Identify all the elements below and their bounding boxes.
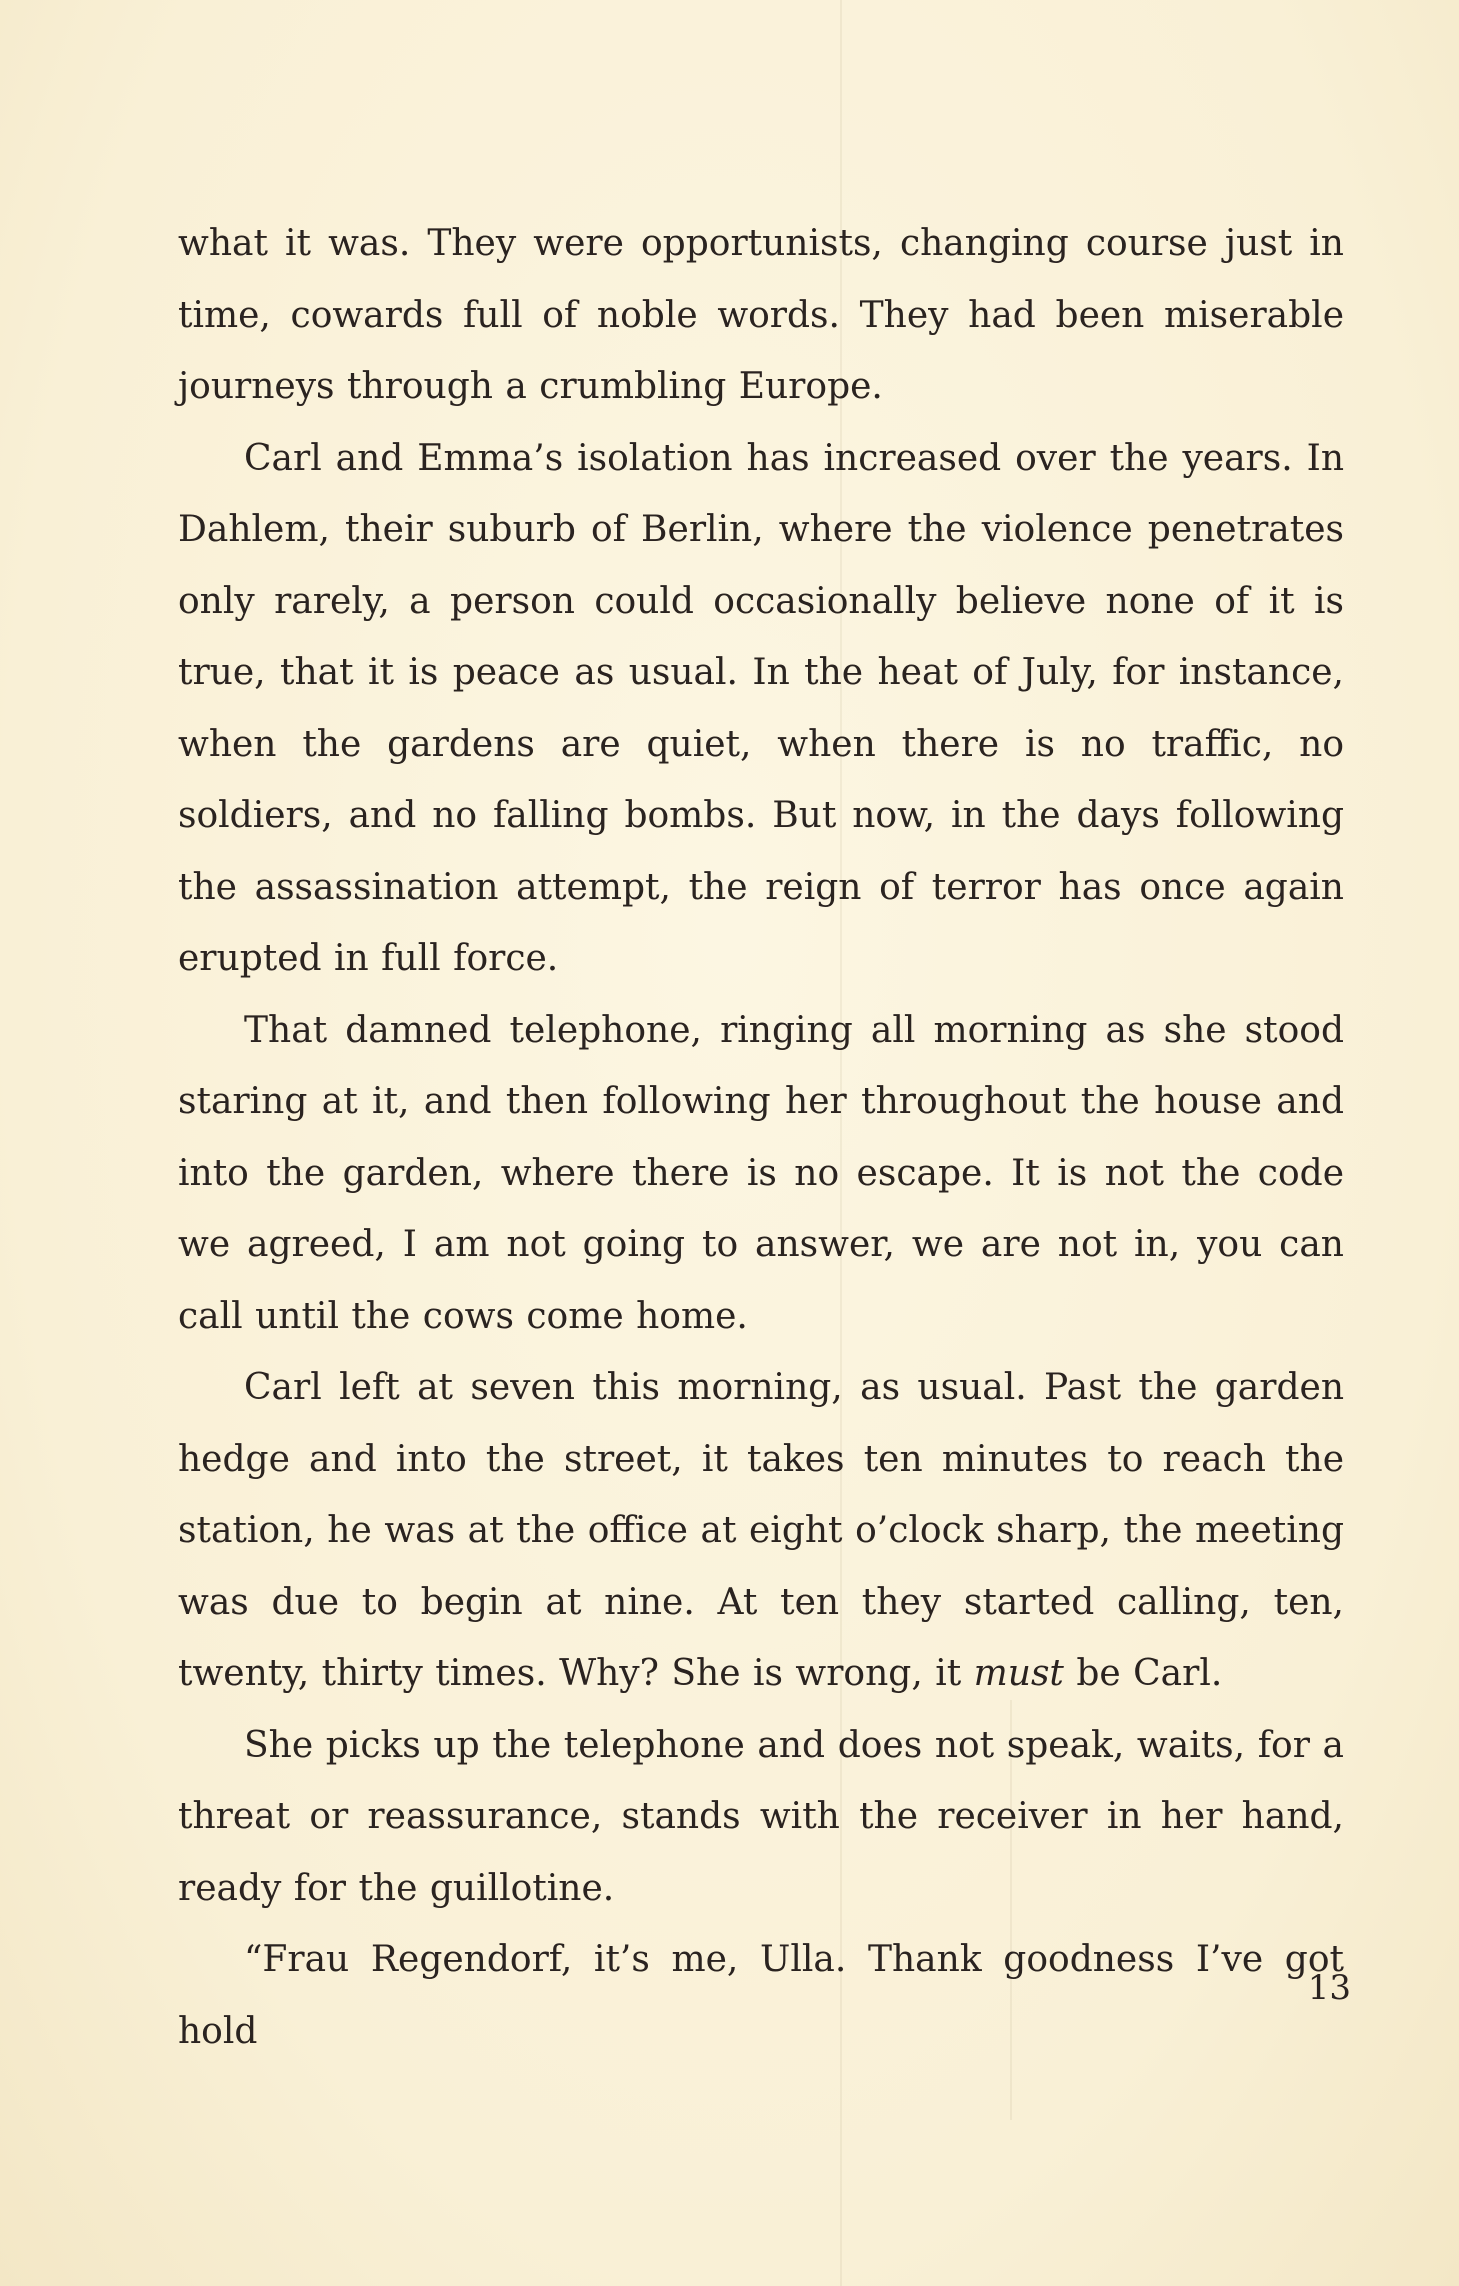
paragraph bbox=[178, 423, 1344, 995]
paragraph-text: Carl and Emma’s isolation has increased over the years. In Dahlem, their suburb of Berlin, where the violence penetrates only rarely, a person could occasionally believe none of it is true, that it is peace as usual. In the heat of July, for instance, when the gardens are quiet, when there is no traffic, no soldiers, and no falling bombs. But now, in the days following the assassination attempt, the reign of terror has once again erupted in full force. bbox=[178, 437, 1344, 979]
page-number: 13 bbox=[1307, 1968, 1351, 2008]
paragraph-text: That damned telephone, ringing all morning as she stood staring at it, and then following her throughout the house and into the garden, where there is no escape. It is not the code we agreed, I am not going to answer, we are not in, you can call until the cows come home. bbox=[178, 1009, 1344, 1337]
emphasis-text: must bbox=[973, 1653, 1064, 1694]
paragraph-text: Carl left at seven this morning, as usual. Past the garden hedge and into the street, it takes ten minutes to reach the station, he was at the office at eight o’clock sharp, the meeting was due to begin at nine. At ten they started calling, ten, twenty, thirty times. Why? She is wrong, it bbox=[178, 1367, 1344, 1694]
paragraph-text: be Carl. bbox=[1063, 1653, 1223, 1694]
paragraph bbox=[178, 208, 1344, 423]
body-text bbox=[178, 208, 1344, 2067]
paragraph-text: what it was. They were opportunists, changing course just in time, cowards full of noble words. They had been miserable journeys through a crumbling Europe. bbox=[178, 223, 1344, 407]
paragraph bbox=[178, 995, 1344, 1353]
paragraph bbox=[178, 1924, 1344, 2067]
paragraph bbox=[178, 1352, 1344, 1710]
paragraph bbox=[178, 1710, 1344, 1925]
paragraph-text: She picks up the telephone and does not speak, waits, for a threat or reassurance, stands with the receiver in her hand, ready for the guillotine. bbox=[178, 1724, 1344, 1909]
paragraph-text: “Frau Regendorf, it’s me, Ulla. Thank goodness I’ve got hold bbox=[178, 1939, 1344, 2052]
